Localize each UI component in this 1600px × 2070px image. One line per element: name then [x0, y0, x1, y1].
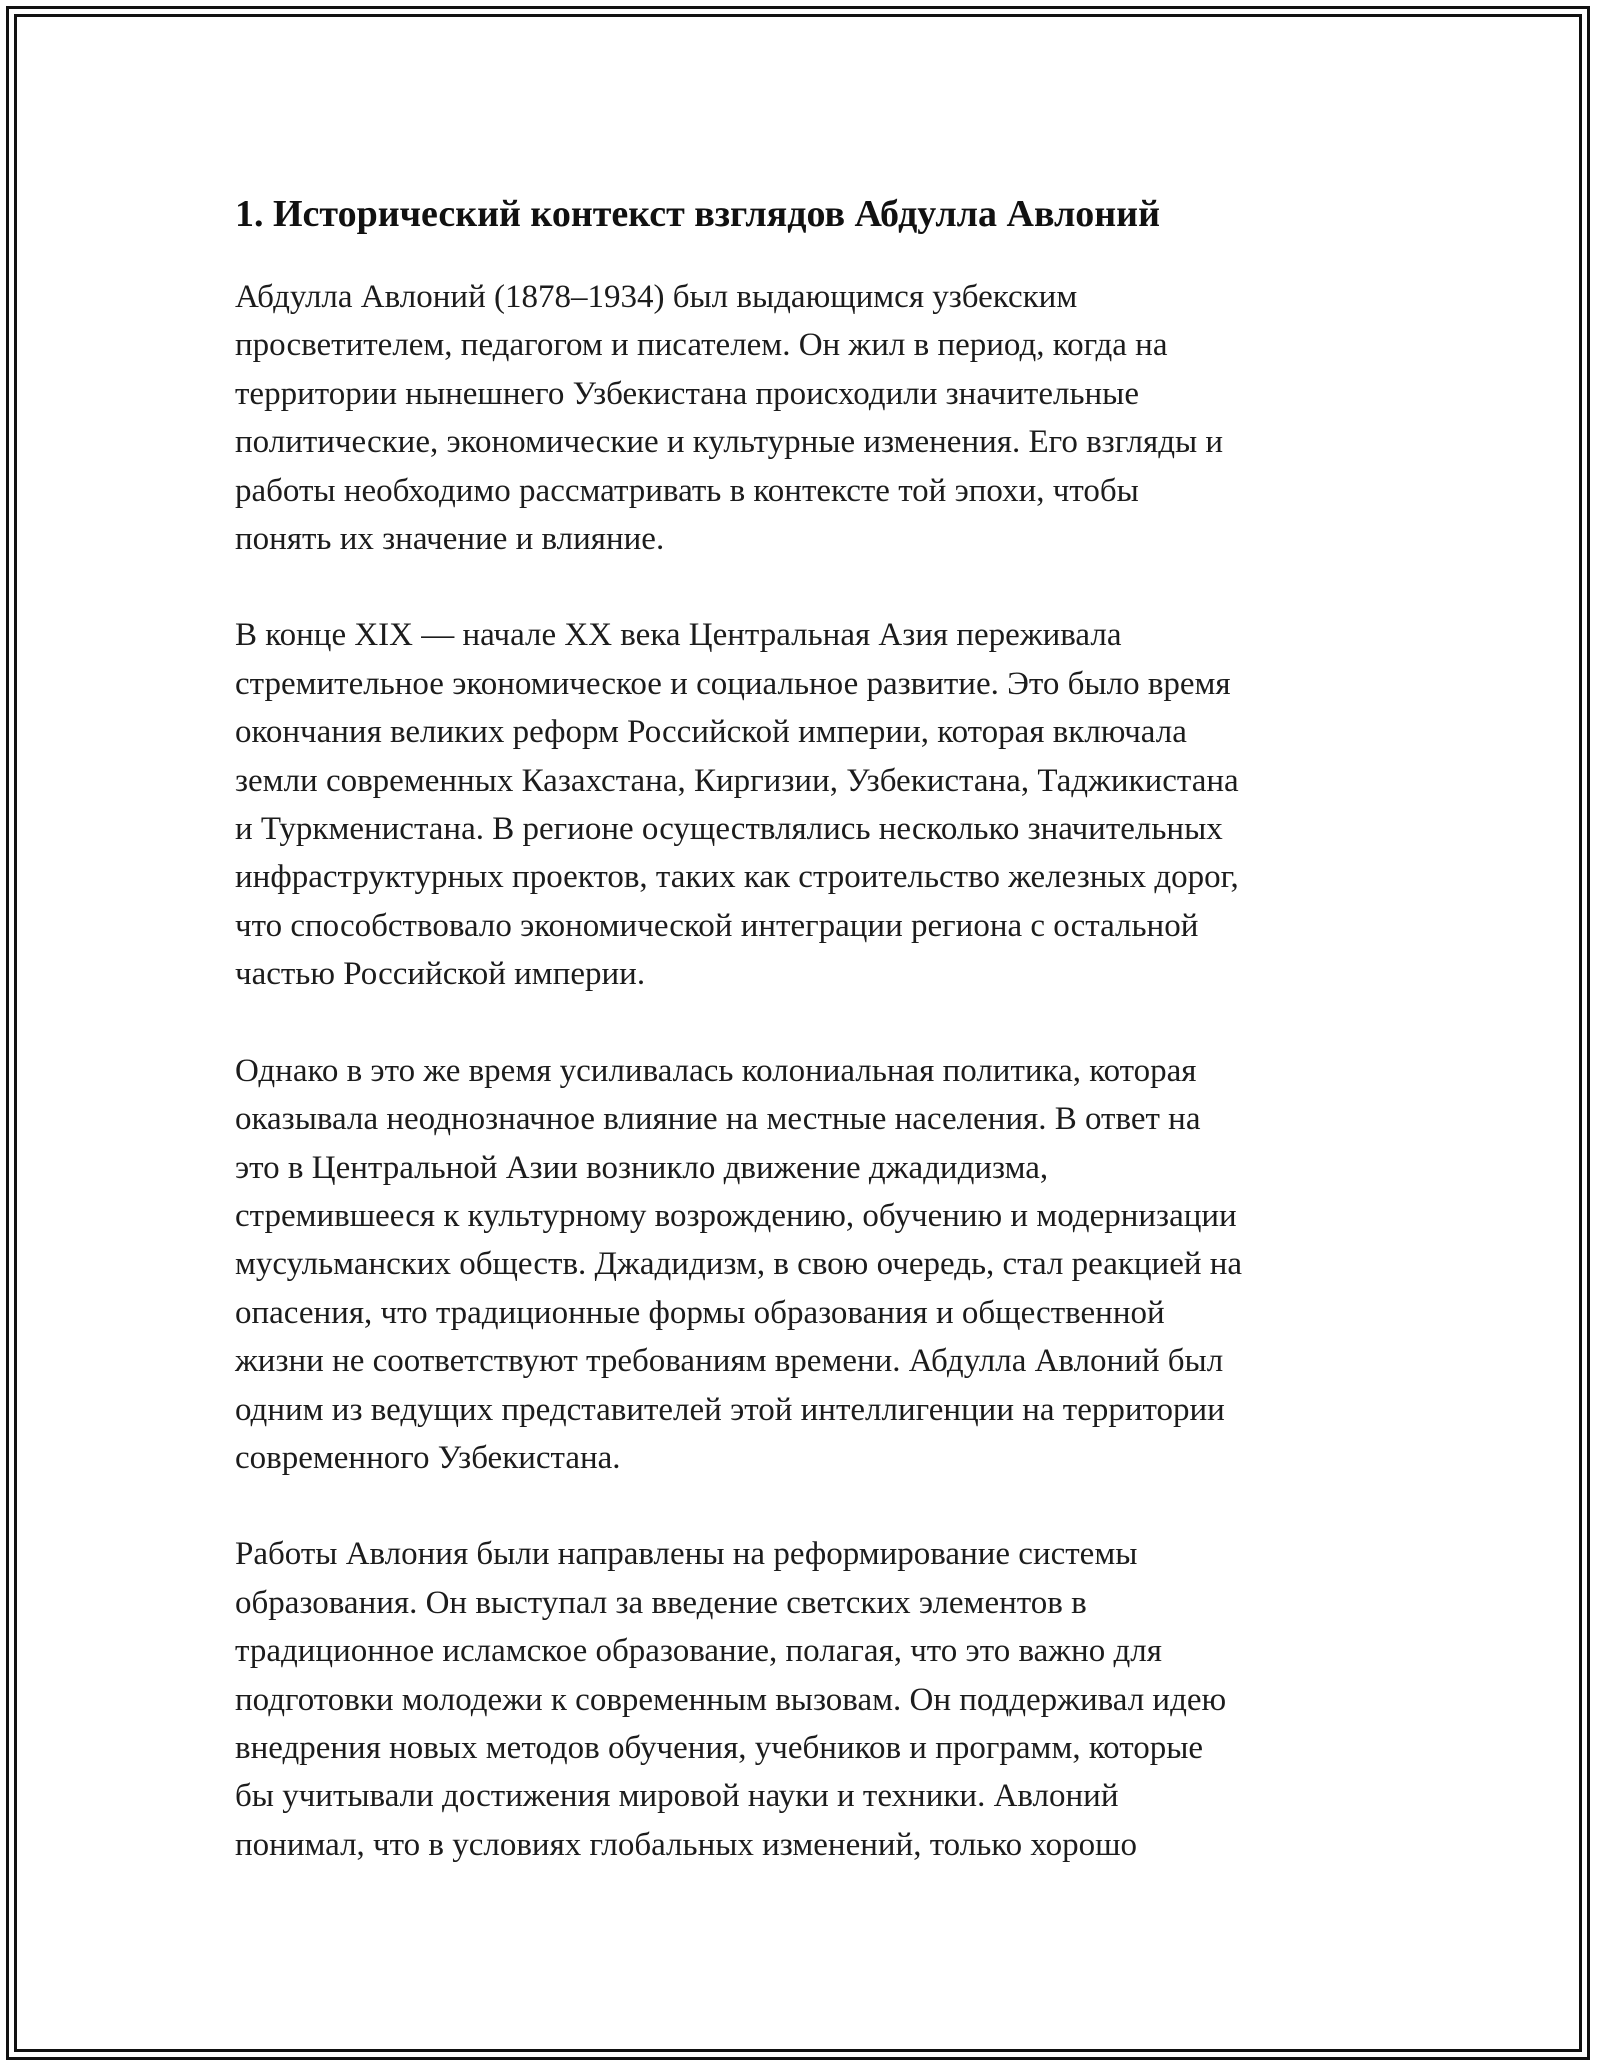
- text-line: жизни не соответствуют требованиям времени. Абдулла Авлоний был: [235, 1343, 1224, 1380]
- text-line: и Туркменистана. В регионе осуществлялись несколько значительных: [235, 811, 1223, 848]
- text-line: опасения, что традиционные формы образования и общественной: [235, 1294, 1165, 1331]
- text-line: образования. Он выступал за введение светских элементов в: [235, 1584, 1087, 1621]
- paragraph-3: [235, 1047, 1365, 1483]
- text-line: современного Узбекистана.: [235, 1439, 621, 1476]
- text-line: стремившееся к культурному возрождению, обучению и модернизации: [235, 1197, 1237, 1234]
- paragraph-2: [235, 611, 1365, 998]
- text-line: традиционное исламское образование, полагая, что это важно для: [235, 1633, 1162, 1670]
- text-line: бы учитывали достижения мировой науки и техники. Авлоний: [235, 1778, 1119, 1815]
- text-line: окончания великих реформ Российской империи, которая включала: [235, 714, 1187, 751]
- text-line: частью Российской империи.: [235, 956, 646, 993]
- text-line: просветителем, педагогом и писателем. Он жил в период, когда на: [235, 327, 1168, 364]
- text-line: это в Центральной Азии возникло движение джадидизма,: [235, 1149, 1049, 1186]
- text-line: понимал, что в условиях глобальных изменений, только хорошо: [235, 1826, 1138, 1863]
- paragraph-1: [235, 273, 1365, 563]
- text-line: внедрения новых методов обучения, учебников и программ, которые: [235, 1729, 1204, 1766]
- text-line: инфраструктурных проектов, таких как строительство железных дорог,: [235, 859, 1239, 896]
- text-line: В конце XIX — начале XX века Центральная Азия переживала: [235, 617, 1122, 654]
- text-line: политические, экономические и культурные изменения. Его взгляды и: [235, 424, 1224, 461]
- text-line: одним из ведущих представителей этой интеллигенции на территории: [235, 1391, 1225, 1428]
- text-line: мусульманских обществ. Джадидизм, в свою очередь, стал реакцией на: [235, 1246, 1243, 1283]
- paragraph-4: [235, 1530, 1365, 1869]
- text-line: земли современных Казахстана, Киргизии, Узбекистана, Таджикистана: [235, 762, 1239, 799]
- text-line: оказывала неоднозначное влияние на местные населения. В ответ на: [235, 1101, 1201, 1138]
- section-heading: 1. Исторический контекст взглядов Абдулла Авлоний: [235, 193, 1160, 235]
- text-line: территории нынешнего Узбекистана происходили значительные: [235, 375, 1139, 412]
- text-line: Однако в это же время усиливалась колониальная политика, которая: [235, 1052, 1197, 1089]
- text-line: что способствовало экономической интеграции региона с остальной: [235, 907, 1199, 944]
- text-line: подготовки молодежи к современным вызовам. Он поддерживал идею: [235, 1681, 1227, 1718]
- text-line: Работы Авлония были направлены на реформирование системы: [235, 1536, 1138, 1573]
- text-line: Абдулла Авлоний (1878–1934) был выдающимся узбекским: [235, 279, 1078, 315]
- text-line: понять их значение и влияние.: [235, 521, 665, 558]
- text-line: работы необходимо рассматривать в контексте той эпохи, чтобы: [235, 472, 1139, 509]
- text-line: стремительное экономическое и социальное развитие. Это было время: [235, 665, 1231, 702]
- document-body: [235, 185, 1365, 1917]
